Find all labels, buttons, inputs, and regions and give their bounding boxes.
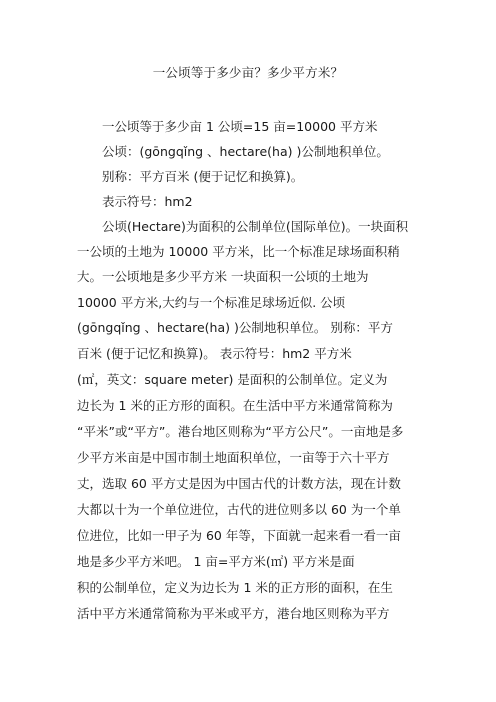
text-line-13: “平米”或“平方”。港台地区则称为“平方公尺”。一亩地是多 [77,424,404,439]
text-line-8: 10000 平方米,大约与一个标准足球场近似. 公顷 [77,295,346,310]
text-line-11: (㎡，英文：square meter) 是面积的公制单位。定义为 [77,372,388,387]
text-line-4: 表示符号：hm2 [102,194,193,209]
text-line-19: 积的公制单位，定义为边长为 1 米的正方形的面积，在生 [77,580,393,595]
text-line-20: 活中平方米通常简称为平米或平方，港台地区则称为平方 [77,606,390,621]
text-line-18: 地是多少平方米吧。 1 亩=平方米(㎡) 平方米是面 [77,554,355,569]
text-line-1: 一公顷等于多少亩 1 公顷=15 亩=10000 平方米 [102,119,378,134]
text-line-6: 一公顷的土地为 10000 平方米，比一个标准足球场面积稍 [77,244,400,259]
text-line-12: 边长为 1 米的正方形的面积。在生活中平方米通常简称为 [77,398,393,413]
text-line-16: 大都以十为一个单位进位，古代的进位则多以 60 为一个单 [77,502,401,517]
document-title: 一公顷等于多少亩？多少平方米？ [152,65,344,80]
text-line-7: 大。一公顷地是多少平方米 一块面积一公顷的土地为 [77,269,369,284]
text-line-15: 丈，选取 60 平方丈是因为中国古代的计数方法，现在计数 [77,476,401,491]
text-line-17: 位进位，比如一甲子为 60 年等，下面就一起来看一看一亩 [77,528,401,543]
text-line-9: (gōngqǐng 、hectare(ha) )公制地积单位。 别称：平方 [77,320,393,335]
text-line-10: 百米 (便于记忆和换算)。 表示符号：hm2 平方米 [77,346,352,361]
text-line-14: 少平方米亩是中国市制土地面积单位，一亩等于六十平方 [77,450,390,465]
text-line-2: 公顷：(gōngqǐng 、hectare(ha) )公制地积单位。 [102,144,389,159]
text-line-5: 公顷(Hectare)为面积的公制单位(国际单位)。一块面积 [102,219,409,234]
text-line-3: 别称：平方百米 (便于记忆和换算)。 [102,169,304,184]
